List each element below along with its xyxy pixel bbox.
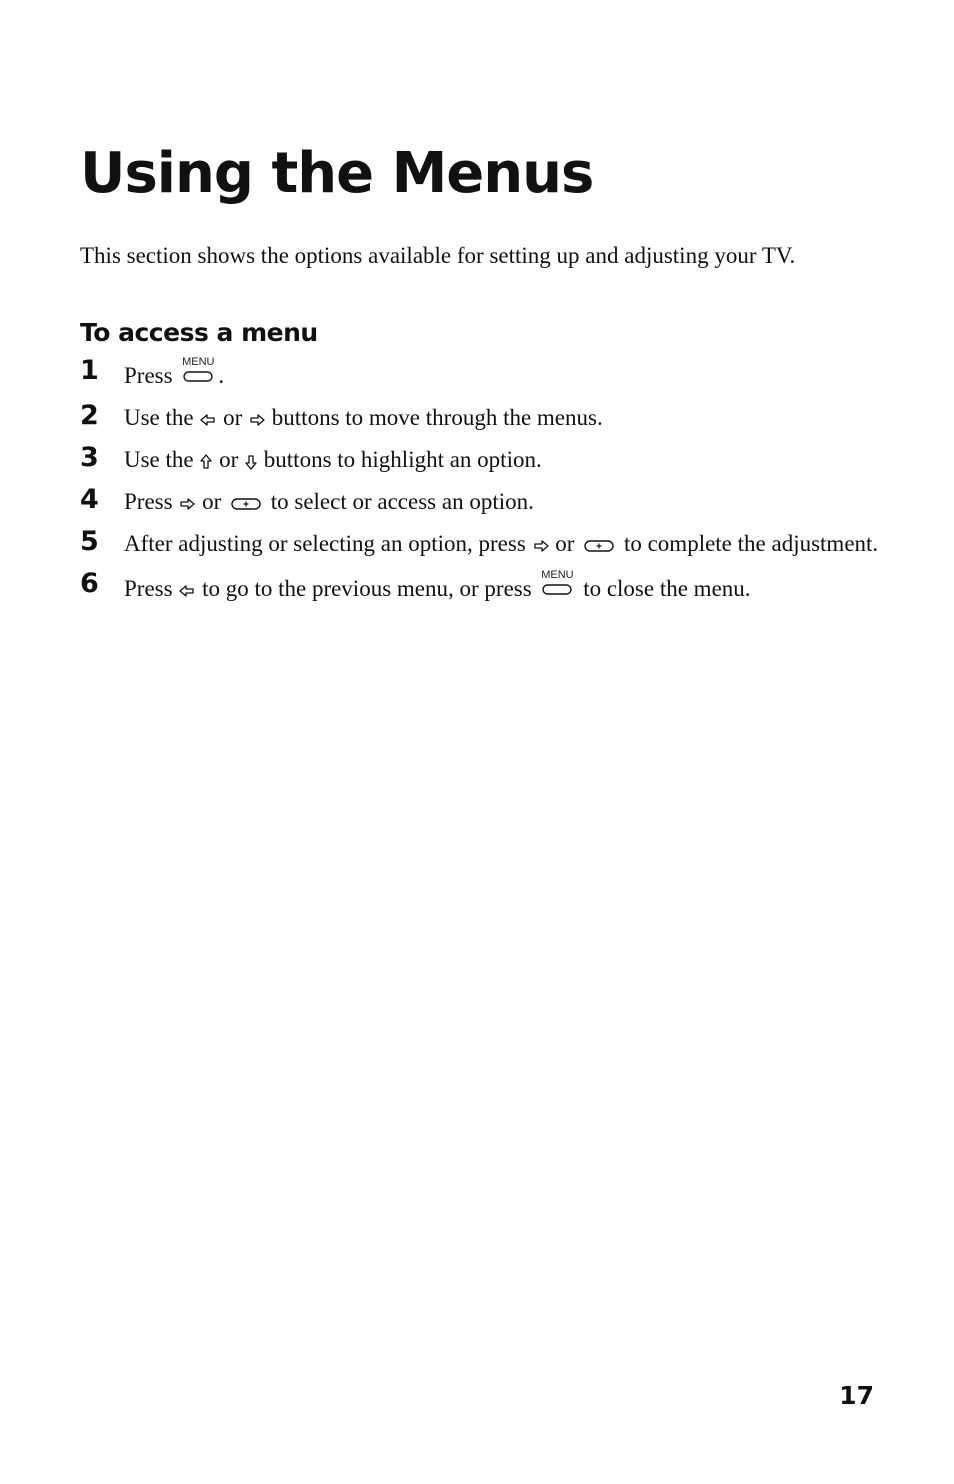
enter-button-icon [584, 539, 614, 553]
step-text: Press [124, 489, 173, 514]
step-text: to close the menu. [583, 576, 751, 601]
left-arrow-icon [178, 584, 196, 598]
step-text: to select or access an option. [270, 489, 534, 514]
step-text: After adjusting or selecting an option, press [124, 531, 526, 556]
step-1 [80, 355, 880, 391]
step-text: to complete the adjustment. [623, 531, 879, 556]
step-number: 2 [80, 400, 99, 431]
left-arrow-icon [199, 413, 217, 427]
step-text: Use the [124, 405, 194, 430]
step-number: 3 [80, 442, 99, 473]
step-4 [80, 484, 880, 517]
menu-key-label: MENU [541, 569, 574, 581]
menu-button-icon [539, 571, 575, 599]
step-number: 4 [80, 484, 99, 515]
step-number: 1 [80, 355, 99, 386]
right-arrow-icon [532, 539, 550, 553]
step-text: Press [124, 363, 173, 388]
up-arrow-icon [199, 453, 213, 471]
right-arrow-icon [248, 413, 266, 427]
step-2 [80, 400, 880, 433]
step-text: buttons to move through the menus. [271, 405, 603, 430]
step-text: to go to the previous menu, or press [202, 576, 532, 601]
step-text: or [555, 531, 575, 556]
right-arrow-icon [178, 497, 196, 511]
step-6 [80, 568, 880, 604]
step-text: Use the [124, 447, 194, 472]
section-heading: To access a menu [80, 318, 318, 347]
step-5 [80, 526, 880, 559]
page-title: Using the Menus [80, 141, 594, 206]
intro-paragraph: This section shows the options available for setting up and adjusting your TV. [80, 243, 796, 268]
down-arrow-icon [244, 453, 258, 471]
step-text: or [219, 447, 239, 472]
step-text: or [223, 405, 243, 430]
step-text: . [218, 363, 225, 388]
menu-key-label: MENU [182, 356, 215, 368]
step-number: 5 [80, 526, 99, 557]
step-number: 6 [80, 568, 99, 599]
step-text: Press [124, 576, 173, 601]
step-text: buttons to highlight an option. [263, 447, 542, 472]
menu-button-icon [180, 358, 216, 386]
enter-button-icon [231, 497, 261, 511]
steps-list [80, 355, 880, 604]
step-3 [80, 442, 880, 475]
page-number: 17 [839, 1381, 874, 1410]
step-text: or [202, 489, 222, 514]
